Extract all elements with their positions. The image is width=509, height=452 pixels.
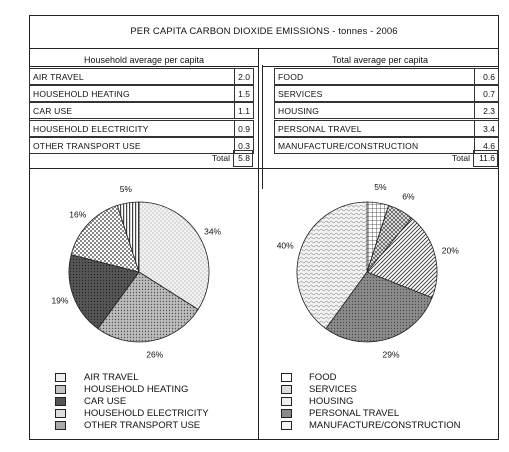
total-total-value: 11.6 [473, 150, 498, 167]
household-row-label: HOUSEHOLD ELECTRICITY [33, 123, 149, 134]
household-row-value: 0.9 [234, 120, 254, 137]
household-legend-label: OTHER TRANSPORT USE [84, 420, 201, 431]
total-legend-swatch [281, 385, 292, 394]
household-legend-label: HOUSEHOLD ELECTRICITY [84, 408, 209, 419]
household-legend-swatch [55, 397, 66, 406]
total-legend-label: FOOD [309, 372, 337, 383]
total-legend-label: PERSONAL TRAVEL [309, 408, 400, 419]
total-row-value: 0.7 [474, 85, 499, 102]
household-row-value: 1.5 [234, 85, 254, 102]
total-pie-percent-label: 6% [402, 191, 415, 202]
household-pie-percent-label: 5% [119, 184, 133, 195]
household-row-value: 0.3 [234, 137, 254, 154]
total-row-value: 0.6 [474, 68, 499, 85]
household-pie-percent-label: 19% [51, 295, 69, 306]
household-legend-swatch [55, 373, 66, 382]
total-row-label: FOOD [278, 72, 304, 82]
total-legend-swatch [281, 373, 292, 382]
total-row-label: PERSONAL TRAVEL [278, 123, 362, 134]
total-row-value: 2.3 [474, 102, 499, 119]
total-header: Total average per capita [331, 55, 429, 65]
household-row-value: 1.1 [234, 102, 254, 119]
total-legend-swatch [281, 409, 292, 418]
total-legend-label: MANUFACTURE/CONSTRUCTION [309, 420, 461, 431]
total-pie-percent-label: 20% [441, 245, 459, 256]
total-legend-swatch [281, 397, 292, 406]
total-pie-percent-label: 29% [382, 349, 400, 360]
household-legend-swatch [55, 385, 66, 394]
total-row-label: HOUSING [278, 106, 320, 117]
page-title: PER CAPITA CARBON DIOXIDE EMISSIONS - tonnes - 2006 [29, 15, 499, 49]
total-pie-percent-label: 40% [276, 240, 294, 251]
household-legend-swatch [55, 421, 66, 430]
household-pie-percent-label: 34% [204, 226, 222, 237]
total-pie-percent-label: 5% [374, 182, 387, 193]
household-legend-label: CAR USE [84, 396, 127, 407]
total-row-value: 3.4 [474, 120, 499, 137]
household-row-label: CAR USE [33, 106, 73, 117]
total-row-label: SERVICES [278, 89, 323, 100]
household-row-value: 2.0 [234, 68, 254, 85]
household-header: Household average per capita [83, 55, 205, 65]
household-total-value: 5.8 [233, 150, 253, 167]
total-row-value: 4.6 [474, 137, 499, 154]
household-row-label: HOUSEHOLD HEATING [33, 89, 130, 100]
total-legend-label: SERVICES [309, 384, 357, 395]
household-pie-percent-label: 26% [146, 349, 164, 360]
household-legend-label: AIR TRAVEL [84, 372, 139, 383]
household-row-label: AIR TRAVEL [33, 72, 84, 82]
household-legend-label: HOUSEHOLD HEATING [84, 384, 189, 395]
total-total-label: Total [452, 153, 470, 163]
household-legend-swatch [55, 409, 66, 418]
household-pie-percent-label: 16% [69, 209, 87, 220]
total-legend-label: HOUSING [309, 396, 354, 407]
household-total-label: Total [212, 153, 230, 163]
total-row-label: MANUFACTURE/CONSTRUCTION [278, 140, 419, 151]
total-legend-swatch [281, 421, 292, 430]
household-row-label: OTHER TRANSPORT USE [33, 140, 141, 151]
